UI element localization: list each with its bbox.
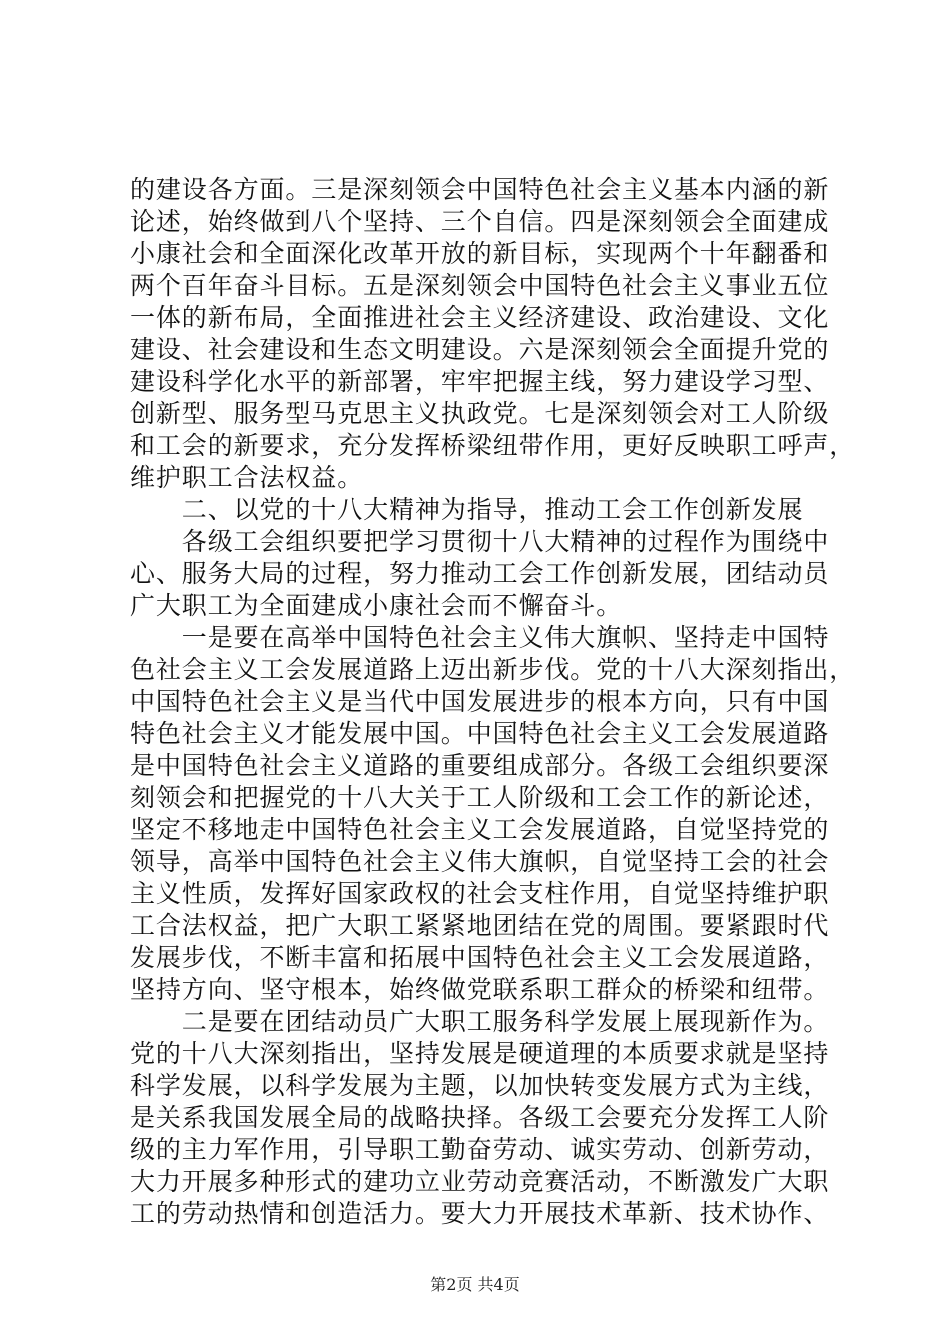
text-line: 的建设各方面。三是深刻领会中国特色社会主义基本内涵的新 [130,175,830,204]
text-line: 两个百年奋斗目标。五是深刻领会中国特色社会主义事业五位 [130,271,830,300]
text-line: 特色社会主义才能发展中国。中国特色社会主义工会发展道路 [130,719,830,748]
text-line: 和工会的新要求，充分发挥桥梁纽带作用，更好反映职工呼声， [130,431,856,460]
text-line: 一体的新布局，全面推进社会主义经济建设、政治建设、文化 [130,303,830,332]
page-footer [0,1275,950,1295]
text-line: 刻领会和把握党的十八大关于工人阶级和工会工作的新论述， [130,783,830,812]
text-line: 是中国特色社会主义道路的重要组成部分。各级工会组织要深 [130,751,830,780]
text-line: 二是要在团结动员广大职工服务科学发展上展现新作为。 [130,1007,830,1036]
text-line: 广大职工为全面建成小康社会而不懈奋斗。 [130,591,623,620]
text-line: 各级工会组织要把学习贯彻十八大精神的过程作为围绕中 [130,527,830,556]
text-line: 维护职工合法权益。 [130,463,364,492]
text-line: 心、服务大局的过程，努力推动工会工作创新发展，团结动员 [130,559,830,588]
section-heading: 二、以党的十八大精神为指导，推动工会工作创新发展 [130,495,804,524]
page-number: 第2页 共4页 [430,1275,520,1294]
text-line: 中国特色社会主义是当代中国发展进步的根本方向，只有中国 [130,687,830,716]
text-line: 色社会主义工会发展道路上迈出新步伐。党的十八大深刻指出， [130,655,856,684]
text-line: 坚定不移地走中国特色社会主义工会发展道路，自觉坚持党的 [130,815,830,844]
text-line: 科学发展，以科学发展为主题，以加快转变发展方式为主线， [130,1071,830,1100]
text-line: 是关系我国发展全局的战略抉择。各级工会要充分发挥工人阶 [130,1103,830,1132]
text-line: 发展步伐，不断丰富和拓展中国特色社会主义工会发展道路， [130,943,830,972]
text-line: 主义性质，发挥好国家政权的社会支柱作用，自觉坚持维护职 [130,879,830,908]
text-line: 大力开展多种形式的建功立业劳动竞赛活动，不断激发广大职 [130,1167,830,1196]
text-line: 论述，始终做到八个坚持、三个自信。四是深刻领会全面建成 [130,207,830,236]
text-line: 建设科学化水平的新部署，牢牢把握主线，努力建设学习型、 [130,367,830,396]
text-line: 创新型、服务型马克思主义执政党。七是深刻领会对工人阶级 [130,399,830,428]
text-line: 领导，高举中国特色社会主义伟大旗帜，自觉坚持工会的社会 [130,847,830,876]
text-line: 小康社会和全面深化改革开放的新目标，实现两个十年翻番和 [130,239,830,268]
text-line: 党的十八大深刻指出，坚持发展是硬道理的本质要求就是坚持 [130,1039,830,1068]
text-line: 建设、社会建设和生态文明建设。六是深刻领会全面提升党的 [130,335,830,364]
text-line: 坚持方向、坚守根本，始终做党联系职工群众的桥梁和纽带。 [130,975,830,1004]
text-line: 工的劳动热情和创造活力。要大力开展技术革新、技术协作、 [130,1199,830,1228]
body-text [130,174,856,1230]
text-line: 工合法权益，把广大职工紧紧地团结在党的周围。要紧跟时代 [130,911,830,940]
text-line: 一是要在高举中国特色社会主义伟大旗帜、坚持走中国特 [130,623,830,652]
text-line: 级的主力军作用，引导职工勤奋劳动、诚实劳动、创新劳动， [130,1135,830,1164]
